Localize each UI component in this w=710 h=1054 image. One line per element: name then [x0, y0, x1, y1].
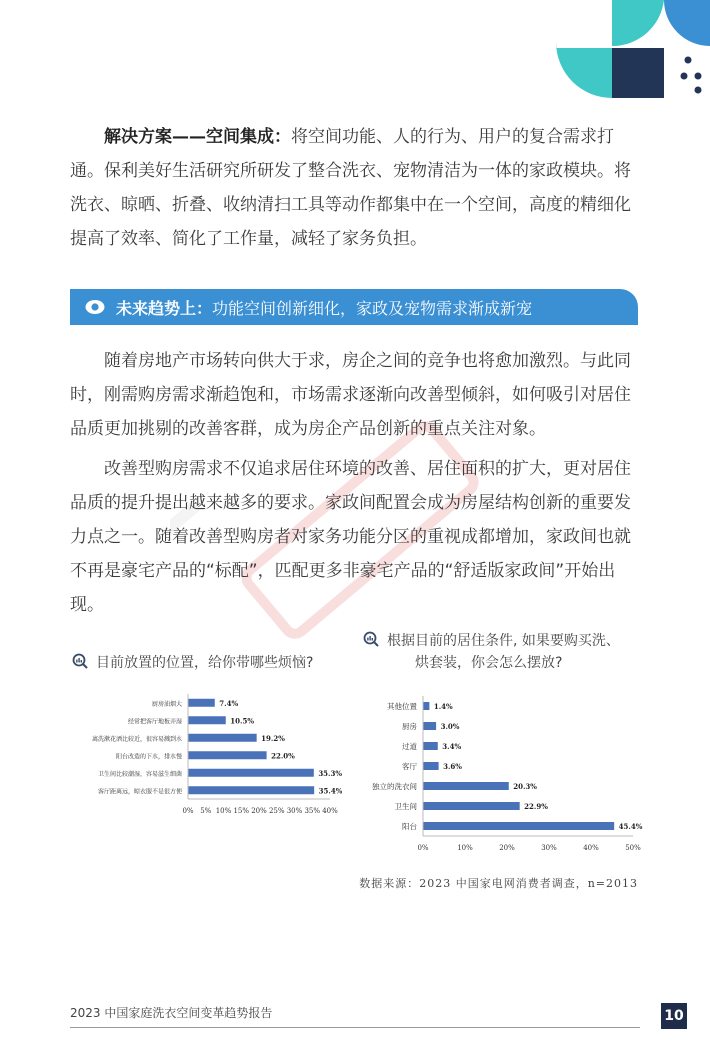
chart-1-title: 目前放置的位置，给你带哪些烦恼?	[96, 655, 314, 671]
chart-2-title-line-1: 根据目前的居住条件, 如果要购买洗、	[387, 633, 620, 649]
category-label: 独立的洗衣间	[372, 782, 417, 791]
eye-icon	[84, 296, 106, 318]
tick-label: 30%	[541, 844, 557, 852]
tick-label: 5%	[200, 807, 212, 815]
corner-decoration	[0, 0, 710, 120]
bar	[189, 769, 314, 777]
data-source: 数据来源：2023 中国家电网消费者调查，n=2013	[359, 877, 638, 890]
section-banner	[70, 289, 638, 325]
bar	[424, 782, 509, 790]
category-label: 客厅距离远，晾衣服不是很方便	[97, 788, 182, 796]
category-label: 经常把客厅地板弄湿	[127, 718, 182, 726]
footer-title: 2023 中国家庭洗衣空间变革趋势报告	[70, 1006, 273, 1020]
category-label: 卫生间比较潮湿，容易滋生细菌	[97, 770, 182, 778]
tick-label: 40%	[322, 807, 338, 815]
value-label: 3.4%	[442, 742, 462, 751]
bar	[424, 822, 615, 830]
paragraph-2-text: 改善型购房需求不仅追求居住环境的改善、居住面积的扩大，更对居住品质的提升提出越来越多的要求。家政间配置会成为房屋结构创新的重要发力点之一。随着改善型购房者对家务功能分区的重视成都增加，家政间也就不再是豪宅产品的“标配”，匹配更多非豪宅产品的“舒适版家政间”开始出现。	[70, 459, 631, 615]
chart-2-title-row	[363, 630, 620, 674]
page-number: 10	[661, 1003, 687, 1029]
bar	[189, 716, 226, 724]
banner-text: 功能空间创新细化，家政及宠物需求渐成新宠	[212, 298, 533, 318]
value-label: 19.2%	[261, 733, 285, 743]
tick-label: 25%	[268, 807, 285, 815]
intro-paragraph	[70, 120, 642, 256]
category-label: 厨房	[402, 722, 417, 731]
chart-2-title-line-2: 烘套装，你会怎么摆放?	[415, 655, 563, 671]
chart-2	[360, 690, 644, 852]
bar	[424, 742, 438, 750]
bar	[424, 702, 430, 710]
bar	[424, 802, 520, 810]
chart-1	[70, 688, 342, 818]
value-label: 1.4%	[433, 702, 453, 711]
tick-label: 30%	[286, 807, 303, 815]
bar	[189, 786, 315, 794]
tick-label: 0%	[417, 844, 429, 852]
bar	[189, 734, 257, 742]
banner-title: 未来趋势上：	[116, 298, 213, 318]
value-label: 7.4%	[219, 698, 239, 708]
chart-1-title-row	[72, 652, 313, 674]
value-label: 22.0%	[271, 751, 295, 761]
tick-label: 15%	[233, 807, 250, 815]
tick-label: 35%	[304, 807, 321, 815]
paragraph-1	[70, 344, 642, 446]
bar	[424, 762, 439, 770]
category-label: 卫生间	[394, 802, 417, 811]
tick-label: 10%	[457, 844, 473, 852]
footer-divider	[70, 1027, 640, 1028]
category-label: 阳台	[402, 822, 417, 831]
category-label: 客厅	[402, 762, 417, 771]
category-label: 其他位置	[387, 702, 417, 711]
value-label: 10.5%	[230, 716, 254, 726]
value-label: 22.9%	[524, 802, 548, 811]
value-label: 45.4%	[618, 822, 643, 831]
value-label: 3.6%	[443, 762, 462, 771]
category-label: 离洗漱花洒比较近，很容易溅到水	[91, 735, 182, 743]
tick-label: 10%	[215, 807, 232, 815]
tick-label: 40%	[583, 844, 599, 852]
tick-label: 50%	[625, 844, 641, 852]
category-label: 过道	[402, 742, 417, 751]
category-label: 厨房油烟大	[151, 700, 182, 708]
value-label: 20.3%	[513, 782, 537, 791]
bar	[189, 751, 267, 759]
category-label: 阳台改造的下水，排水慢	[115, 753, 182, 761]
value-label: 35.4%	[318, 786, 342, 796]
magnifier-chart-icon	[363, 631, 379, 647]
paragraph-2	[70, 452, 642, 622]
paragraph-1-text: 随着房地产市场转向供大于求，房企之间的竞争也将愈加激烈。与此同时，刚需购房需求渐趋饱和，市场需求逐渐向改善型倾斜，如何吸引对居住品质更加挑剔的改善客群，成为房企产品创新的重点关注对象。	[70, 351, 631, 439]
tick-label: 0%	[182, 807, 194, 815]
bar	[424, 722, 437, 730]
magnifier-chart-icon	[72, 653, 88, 669]
tick-label: 20%	[251, 807, 267, 815]
intro-lead: 解决方案——空间集成：	[104, 127, 291, 147]
value-label: 35.3%	[318, 768, 342, 778]
intro-text: 将空间功能、人的行为、用户的复合需求打通。保利美好生活研究所研发了整合洗衣、宠物清洁为一体的家政模块。将洗衣、晾晒、折叠、收纳清扫工具等动作都集中在一个空间，高度的精细化提高了效率、简化了工作量，减轻了家务负担。	[70, 127, 631, 249]
tick-label: 20%	[499, 844, 515, 852]
value-label: 3.0%	[440, 722, 460, 731]
bar	[189, 699, 215, 707]
